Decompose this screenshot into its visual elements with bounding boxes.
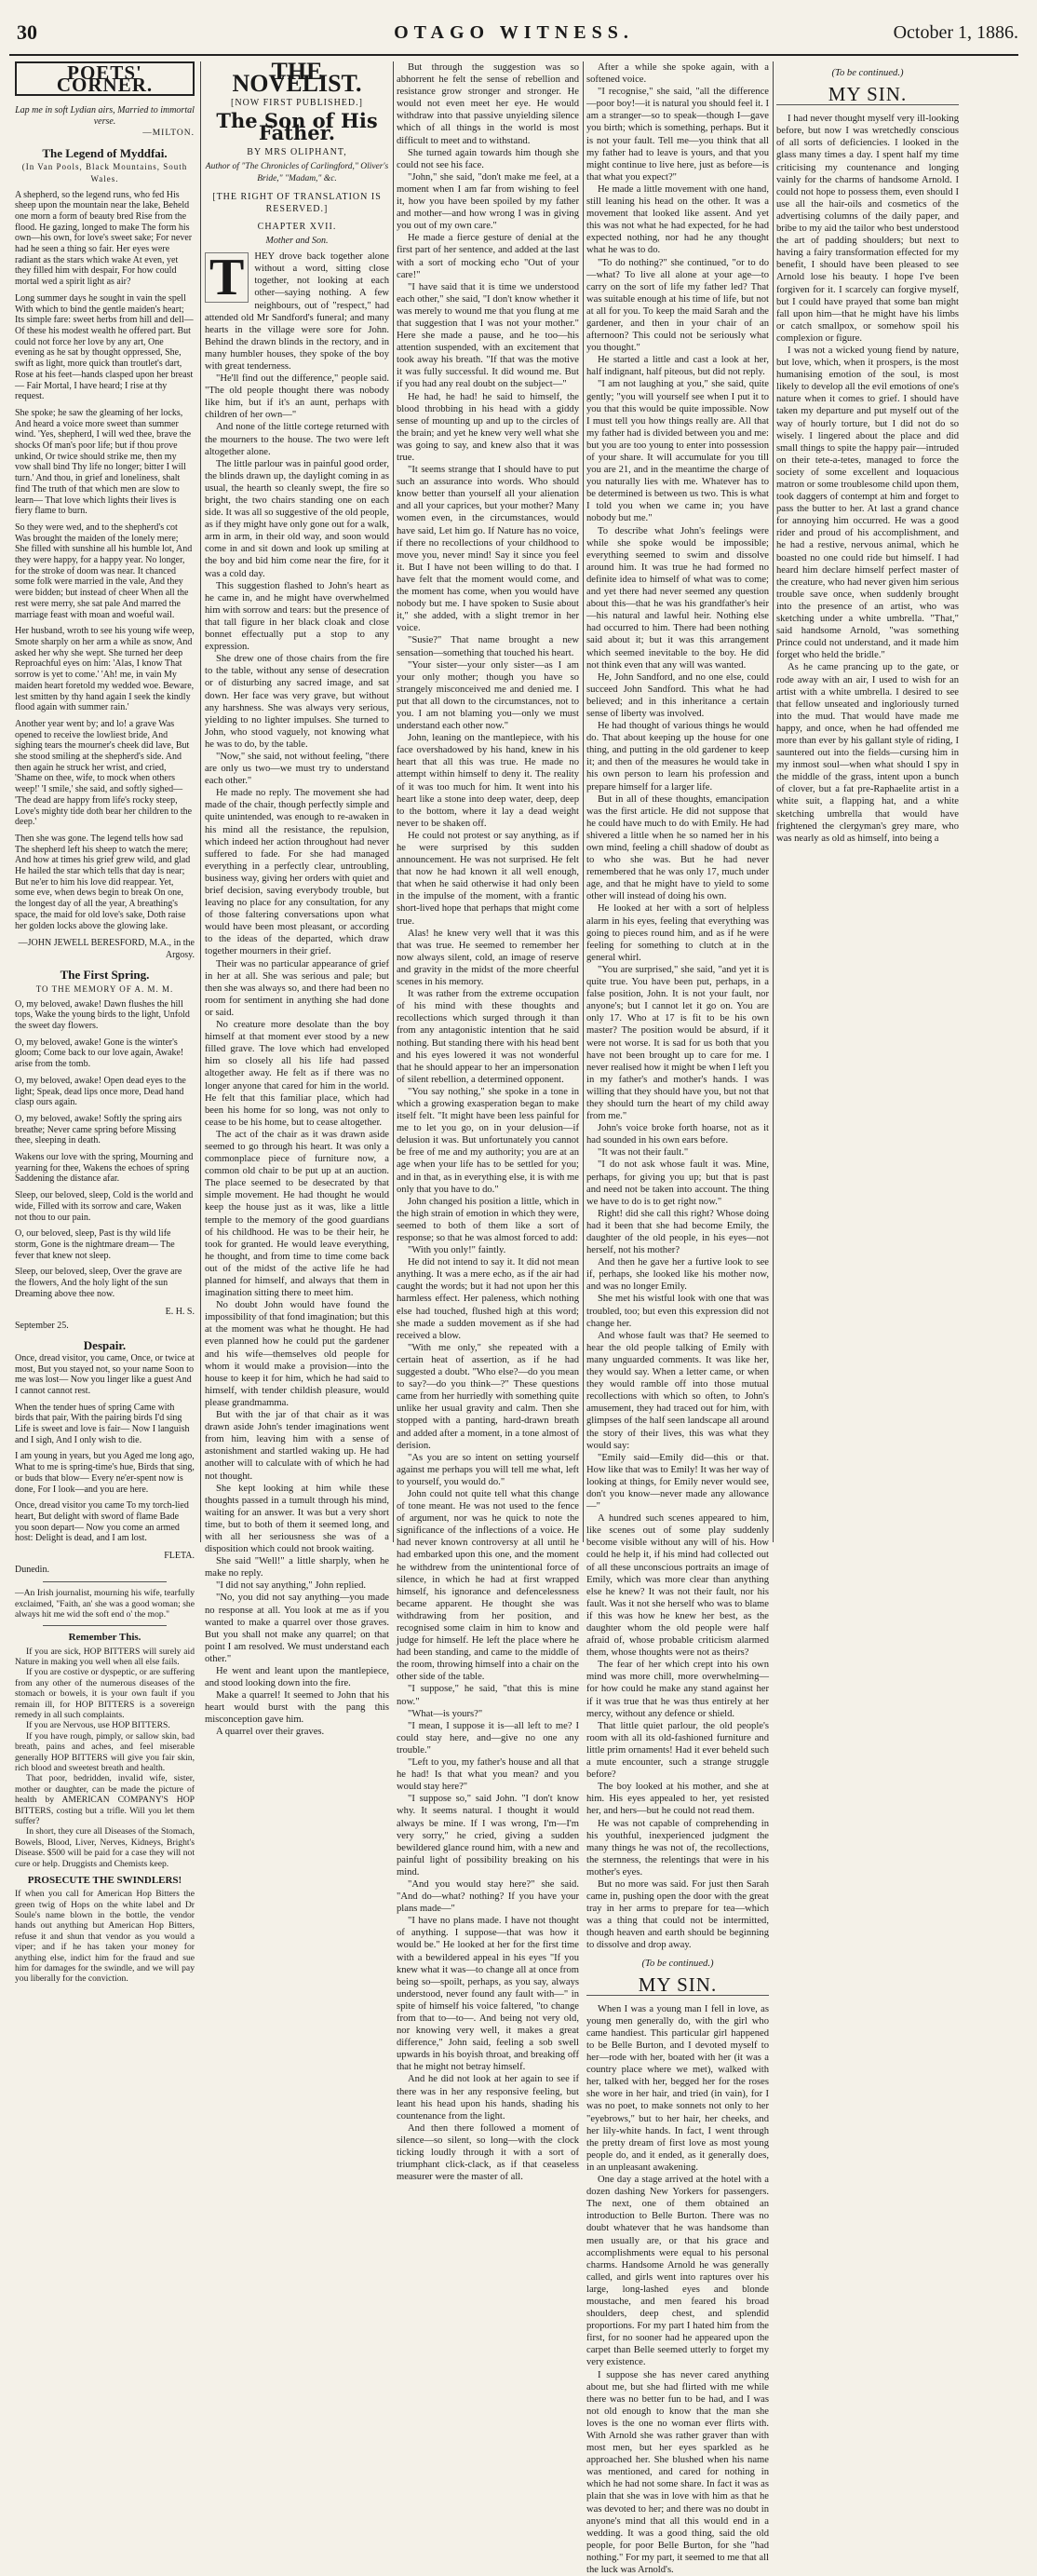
poem-subtitle: (In Van Pools, Black Mountains, South Wales. xyxy=(21,162,188,184)
story-paragraph: "And you would stay here?" she said. "And do—what? nothing? If you have your plans made—" xyxy=(397,1878,579,1915)
column-divider xyxy=(773,61,774,1542)
story-paragraph: And then there followed a moment of silence—so silent, so long—with the clock ticking loudly through it with a sort of triumphant click-clack, as if that ceaseless measurer were the master of all. xyxy=(397,2122,579,2183)
rights-notice: [THE RIGHT OF TRANSLATION IS RESERVED.] xyxy=(212,191,382,214)
newspaper-title: OTAGO WITNESS. xyxy=(394,22,634,43)
story-paragraph: "I suppose so," said John. "I don't know why. It seems natural. I thought it would always be mine. If I was wrong, I'm—I'm very sorry," he cried, giving a sudden bewildered glance round him, with a new and painful light of possibility breaking on his mind. xyxy=(397,1794,579,1878)
to-be-continued: (To be continued.) xyxy=(831,68,904,78)
story-paragraph: That little quiet parlour, the old people's room with all its old-fashioned furniture and little prim ornaments! Had it ever beheld such a mute encounter, such a strange struggle before? xyxy=(586,1720,769,1781)
stanza: Sleep, our beloved, sleep, Cold is the world and wide, Filled with its sorrow and care, Waken not thou to our pain. xyxy=(15,1190,194,1223)
stanza: Sleep, our beloved, sleep, Over the grave are the flowers, And the holy light of the sun Dreaming above thee now. xyxy=(15,1267,182,1299)
story-paragraph: He started a little and cast a look at her, half indignant, half piteous, but did not reply. xyxy=(586,355,769,378)
my-sin-heading: MY SIN. xyxy=(776,88,959,105)
column-divider xyxy=(583,61,584,1542)
story-paragraph: No doubt John would have found the impossibility of that fond imagination; but this at the moment was what he thought. He had even planned how he could put the gardener and his wife—themselves old people for whom it would make a provision—into the house to keep it for him, which he had said to himself, with tender childish pleasure, would please grandmamma. xyxy=(205,1300,389,1408)
story-paragraph: John could not quite tell what this change of tone meant. He was not used to the fence of argument, nor was he quick to note the significance of the inflections of a voice. He had never known controversy at all until he had embarked upon this one, and the moment he withdrew from the unintentional force of silence, in which he had at first wrapped himself, his ignorance and defencelessness became apparent. He thought she was withdrawing from her position, and recognised some claim in him to know and judge for himself. He left the place where he had been standing, and came to the middle of the room, throwing himself into a chair on the other side of the table. xyxy=(397,1488,579,1683)
novelist-continued xyxy=(586,61,769,2576)
story-paragraph: "John," she said, "don't make me feel, at a moment when I am far from wishing to feel it, how you have been spoiled by my father and mother—and how wrong I was in giving you out of my own care." xyxy=(397,171,579,232)
author-note: Author of "The Chronicles of Carlingford," Oliver's Bride," "Madam," &c. xyxy=(205,161,389,183)
story-paragraph: I suppose she has never cared anything about me, but she had flirted with me while there was no better fun to be had, and I was not old enough to know that the man she loves is the one no woman ever flirts with. With Arnold she was rather graver than with most men, but her eyes sparkled as he approached her. She blushed when his name was mentioned, and cared for nothing in which he had not some share. In fact it was as plain that she was in love with him as that he was devoted to her; and there was no doubt in anyone's mind that all this would end in a wedding. It was a good thing, said the old people, for poor Belle Burton, for she "had nothing." For my part, it seemed to me that all the luck was Arnold's. xyxy=(586,2369,769,2576)
story-paragraph: He had thought of various things he would do. That about keeping up the house for one thing, and putting in the old gardener to keep it; and then of the measures he would take in his own person to learn his profession and prepare himself for a larger life. xyxy=(586,721,769,793)
poem-title: The First Spring. xyxy=(60,968,150,983)
ad-paragraph: If you are costive or dyspeptic, or are suffering from any other of the numerous diseases of the stomach or bowels, it is your own fault if you remain ill, for HOP BITTERS is a sovereign remedy in all such complaints. xyxy=(15,1667,195,1720)
story-paragraph: After a while she spoke again, with a softened voice. xyxy=(586,62,769,86)
ad-footer: If when you call for American Hop Bitters the green twig of Hops on the white label and Dr Soule's name blown in the bottle, the vendor hands out anything but American Hop Bitters, refuse it and shun that vendor as you would a viper; and if he has taken your money for anything else, indict him for the fraud and sue him for damages for the swindle, and we will pay you liberally for the conviction. xyxy=(15,1889,195,1985)
story-text xyxy=(586,2003,769,2576)
advertisement xyxy=(15,1647,195,1870)
ad-paragraph: If you are Nervous, use HOP BITTERS. xyxy=(26,1720,170,1731)
divider xyxy=(43,1625,167,1626)
story-paragraph: And none of the little cortege returned with the mourners to the house. The two were left altogether alone. xyxy=(205,422,389,457)
ad-paragraph: If you have rough, pimply, or sallow skin, bad breath, pains and aches, and feel miserable generally HOP BITTERS will give you fair skin, rich blood and sweetest breath and health. xyxy=(15,1730,195,1774)
story-paragraph: I was not a wicked young fiend by nature, but love, which, when it prospers, is the most humanising emotion of the soul, is most likely to develop all the evil emotions of one's nature when it comes to grief. I should have taken my departure and put myself out of the way of hourly torture, but I did not do so wisely. I lingered about the place and did small things to spite the happy pair—intruded on their tete-a-tetes, managed to force the society of some excellent and loquacious matron or some troublesome child upon them, took daggers of contempt at him and forget to pass the butter to her. At last a grand chance for annoying him occurred. He was a good rider and proud of his accomplishment, and he had a restive, nervous animal, which he boasted no one could ride but himself. I had heard him declare himself perfect master of the creature, who had never given him serious trouble save once, when suddenly brought into the presence of an artist, who was sketching under a white umbrella. "That," said handsome Arnold, "was something Prince could not understand, and it made him forget who held the bridle." xyxy=(776,345,959,661)
story-paragraph: "It seems strange that I should have to put such an assurance into words. Who should know better than yourself all your alienation and all your caprices, but your mother? Many women even, in the circumstances, would have said, Let him go. If Nature has no voice, if there no recollections of your childhood to move you, never mind! Say it since you feel it. But I have not been willing to do that. I have felt that the moment would come, and the moment has come, when you would have nobody but me. I have spoken to Susie about it," she added, with a slight tremor in her voice. xyxy=(397,465,579,634)
stanza: She spoke; he saw the gleaming of her locks, And heard a voice more sweet than summer wind. 'Yes, shepherd, I will wed thee, brave the shocks Of man's poor life; but if thou prove unkind, Or twice should strike me, then my vow shall bind Thy life no longer; bitter I will turn.' And thou, in grief and loneliness, shalt find The truth of that which men are slow to learn— That love which lights their lives is fiery flame to burn. xyxy=(15,407,192,517)
poem-body xyxy=(15,999,195,1300)
story-paragraph: "Left to you, my father's house and all that he had! Is that what you mean? and you would stay here?" xyxy=(397,1757,579,1793)
poem-signature: E. H. S. xyxy=(165,1306,195,1317)
stanza: When the tender hues of spring Came with birds that pair, With the pairing birds I'd sing Life is sweet and love is fair— Now I languish and I sigh, And I only wish to die. xyxy=(15,1402,190,1445)
story-paragraph: "I mean, I suppose it is—all left to me? I could stay here, and—give no one any trouble." xyxy=(397,1720,579,1756)
story-paragraph: It was rather from the extreme occupation of his mind with these thoughts and recollections which surged through it than from any antagonistic intention that he said nothing. But standing there with his head bent and his eyes lowered it was not wonderful that he should appear to her an impersonation of silent rebellion, a determined opponent. xyxy=(397,989,579,1085)
story-paragraph: "With me only," she repeated with a certain heat of assertion, as if he had suggested a doubt. "Who else?—do you mean to say?—do you think—?" These questions came from her hurriedly with something quite unlike her usual gravity and calm. Then she stopped with a panting, hard-drawn breath and added after a moment, in a tone almost of derision. xyxy=(397,1342,579,1451)
story-paragraph: "I am not laughing at you," she said, quite gently; "you will yourself see when I put it to you that this would be quite impossible. Now I must tell you how things really are. All that my father had is divided between you and me: but you are too young to enter into possession of your share. It will accumulate for you till you are 21, and in the meantime the charge of you naturally lies with me. Whatever has to be determined is between us two. This is what I told you when we came in; you have nobody but me." xyxy=(586,379,769,524)
story-paragraph: "I suppose," he said, "that this is mine now." xyxy=(397,1684,579,1707)
poem-title: Despair. xyxy=(83,1337,127,1352)
overflow-column xyxy=(776,61,959,1542)
story-paragraph: He looked at her with a sort of helpless alarm in his eyes, feeling that everything was going to pieces round him, and as if he were feeling for something to clutch at in the general whirl. xyxy=(586,903,769,963)
story-paragraph: "Now," she said, not without feeling, "there are only us two—we must try to understand each other." xyxy=(205,751,389,787)
story-paragraph: The little parlour was in painful good order, the blinds drawn up, the daylight coming in as usual, the hearth so cleanly swept, the fire so bright, the two chairs standing one on each side. It was all so suggestive of the old people, as if they might have only gone out for a walk, arm in arm, in their old way, and soon would come in and sit down and look up smiling at the boy and bid him come near the fire, for it was a cold day. xyxy=(205,458,389,579)
story-text xyxy=(205,251,389,1738)
stanza: O, my beloved, awake! Gone is the winter's gloom; Come back to our love again, Awake! arise from the tomb. xyxy=(15,1037,184,1070)
story-paragraph: He was not capable of comprehending in his youthful, inexperienced judgment the many things he was not of, the recollections, the sternness, the relentings that were in his mother's eyes. xyxy=(586,1818,769,1878)
story-paragraph: She drew one of those chairs from the fire to the table, without any sense of desecration or of disturbing any sacred image, and sat down. Her face was very grave, but without any harshness. She was always very serious, yielding to no lighter impulses. She turned to John, who stood vaguely, not knowing what he was to do, by the table. xyxy=(205,654,389,750)
story-paragraph: "I have no plans made. I have not thought of anything. I suppose—that was how it would be." He looked at her for the first time with a bewildered appeal in his eyes "If you knew what it was—to change all at once from being so—spoilt, perhaps, as you say, always understood, never found any fault with—" in spite of himself his voice faltered, "to change from that to—to—. And being not very old, nor knowing very well, it makes a great difference," John said, feeling a sob swell upwards in his boyish throat, and breaking off that he might not betray himself. xyxy=(397,1916,579,2073)
story-paragraph: "With you only!" faintly. xyxy=(408,1245,506,1256)
stanza: Once, dread visitor, you came, Once, or twice at most, But you stayed not, so your name Soon to me was lost— Now you linger like a guest And I cannot cannot rest. xyxy=(15,1352,195,1396)
story-paragraph: "Susie?" That name brought a new sensation—something that touched his heart. xyxy=(397,635,579,658)
story-paragraph: But in all of these thoughts, emancipation was the first article. He did not suppose that he could have much to do with Emily. He had shivered a little when he so named her in his own mind, feeling a chill shadow of doubt as to who she was. But he had never remembered that he was only 17, much under age, and that he might have to yield to some other will instead of doing his own. xyxy=(586,793,769,902)
story-paragraph: And then he gave her a furtive look to see if, perhaps, she looked like his mother now, and was no longer Emily. xyxy=(586,1257,769,1293)
story-paragraph: Alas! he knew very well that it was this that was true. He seemed to remember her now always silent, cold, an image of reserve and gravity in the midst of the more cheerful scenes in his memory. xyxy=(397,928,579,988)
story-paragraph: But through the suggestion was so abhorrent he felt the sense of rebellion and resistance grow stronger and stronger. He would not even meet her eye. He would withdraw into that passive unyielding silence which of all things in the world is most difficult to meet and to withstand. xyxy=(397,62,579,146)
stanza: Once, dread visitor you came To my torch-lied heart, But delight with sword of flame Bade you soon depart— Now you come an armed host: Delight is dead, and I am lost. xyxy=(15,1500,189,1544)
anecdote: —An Irish journalist, mourning his wife, tearfully exclaimed, "Faith, an' she was a good woman; she always hit me wid the soft end o' the mop." xyxy=(15,1588,195,1620)
motto-attribution: —MILTON. xyxy=(142,129,195,139)
story-paragraph: "I did not say anything," John replied. xyxy=(216,1580,367,1592)
story-paragraph: "I do not ask whose fault it was. Mine, perhaps, for giving you up; but that is past and need not be taken into account. The thing we have to do is to get right now." xyxy=(586,1159,769,1207)
story-paragraph: He, John Sandford, and no one else, could succeed John Sandford. This what he had believed; and in this inheritance a certain sense of liberty was involved. xyxy=(586,671,769,719)
column-divider xyxy=(393,61,394,1542)
my-sin-heading: MY SIN. xyxy=(586,1979,769,1996)
stanza: O, my beloved, awake! Softly the spring airs breathe; Never came spring before Missing thee, sleeping in death. xyxy=(15,1113,182,1146)
stanza: O, my beloved, awake! Open dead eyes to the light; Speak, dead lips once more, Dead hand clasp ours again. xyxy=(15,1075,186,1108)
poets-corner-column xyxy=(15,61,195,1985)
story-paragraph: "As you are so intent on setting yourself against me perhaps you will tell me what, left to yourself, you would do." xyxy=(397,1452,579,1487)
story-paragraph: To describe what John's feelings were while she spoke would be impossible; everything seemed to swim and dissolve around him. It was true he had formed no definite idea to himself of what was to come; and yet there had never seemed any question about this—that he was his grandfather's heir—his natural and lawful heir. Nothing else had occurred to him. There had been nothing said about it; but it was this arrangement which seemed inevitable to the boy. He did not think even that any will was wanted. xyxy=(586,525,769,671)
poem-title: The Legend of Myddfai. xyxy=(42,146,168,161)
story-paragraph: She said "Well!" a little sharply, when he make no reply. xyxy=(205,1556,389,1579)
chapter-number: CHAPTER XVII. xyxy=(257,221,337,232)
ad-paragraph: That poor, bedridden, invalid wife, sister, mother or daughter, can be made the picture of health by AMERICAN COMPANY'S HOP BITTERS, costing but a trifle. Will you let them suffer? xyxy=(15,1773,195,1827)
story-paragraph: John changed his position a little, which in the high strain of emotion in which they were, seemed to both of them like a sort of response; so that he was almost forced to add: xyxy=(397,1196,579,1243)
story-paragraph: "You are surprised," she said, "and yet it is quite true. You have been put, perhaps, in a false position, John. It is not your fault, nor anyone's; but I cannot let it go on. You are only 17. Who at 17 is fit to be his own master? The position would be absurd, if it were not worse. It is sad for us both that you have not been brought up to care for me. I never realised how it might be when I left you in my father's and mother's hands. I was willing that they should have you, but not that they should turn the heart of my child away from me." xyxy=(586,964,769,1122)
stanza: Then she was gone. The legend tells how sad The shepherd left his sheep to watch the mere; And how at times his grief grew wild, and glad He hailed the star which tells that day is near; But ne'er to him his love did reappear. Yet, some eve, when dews begin to break On one, the longest day of all the year, A breathing's space, the maid for old love's sake, Doth raise her golden locks above the glowing lake. xyxy=(15,833,191,931)
novelist-column xyxy=(205,58,389,1738)
drop-cap: T xyxy=(205,252,249,303)
story-paragraph: "No, you did not say anything—you made no response at all. You look at me as if you wanted to make a quarrel over those graves. But you shall not make any quarrel; on that point I am resolved. We must understand each other." xyxy=(205,1593,389,1664)
story-paragraph: "Emily said—Emily did—this or that. How like that was to Emily! It was her way of looking at things, for Emily never would see, don't you know—never made any allowance—" xyxy=(586,1452,769,1512)
publication-notice: [NOW FIRST PUBLISHED.] xyxy=(231,98,363,109)
motto: Lap me in soft Lydian airs, Married to immortal verse. xyxy=(15,105,195,128)
story-paragraph: "It was not their fault." xyxy=(598,1147,689,1159)
author-byline: BY MRS OLIPHANT, xyxy=(247,147,347,158)
story-paragraph: He could not protest or say anything, as if he were surprised by this sudden announcement. He was not surprised. He felt that now he had known it all well enough, that when he said otherwise it had only been in the impulse of the moment, with a frantic short-lived hope that perhaps that might come true. xyxy=(397,830,579,927)
poem-place: Dunedin. xyxy=(15,1565,49,1576)
poem-signature: FLETA. xyxy=(164,1551,195,1562)
poem-body xyxy=(15,1353,195,1544)
stanza: Wakens our love with the spring, Mourning and yearning for thee, Wakens the echoes of spring Saddening the distance afar. xyxy=(15,1152,194,1185)
story-paragraph: John's voice broke forth hoarse, not as it had sounded in his own ears before. xyxy=(586,1123,769,1146)
story-paragraph: He made no reply. The movement she had made of the chair, though perfectly simple and quite unintended, was enough to re-awaken in his mind all the resistance, the repulsion, which indeed her action throughout had never suffered to fade. For she had managed everything in a perfectly clear, untroubling, business way, giving her orders with quiet and brief decision, saving everybody trouble, but leaving no place for any consultation, for any of those faltering conversations upon what would have been most pleasant, or according to the ideas of the departed, which draw together mourners in their grief. xyxy=(205,788,389,957)
chapter-title: Mother and Son. xyxy=(265,236,329,247)
story-paragraph: "To do nothing?" she continued, "or to do—what? To live all alone at your age—to carry on the sort of life my father led? That was suitable enough at his time of life, but not at all for you. To keep the maid Sarah and the gardener, and then in your chair of an afternoon? This could not be seriously what you thought." xyxy=(586,257,769,354)
ad-title: Remember This. xyxy=(68,1632,141,1644)
story-paragraph: The act of the chair as it was drawn aside seemed to go through his heart. It was only a commonplace piece of furniture now, a common old chair to be put up at an auction. The place seemed to be desecrated by that simple movement. He had thought he would keep the house just as it was, like a little temple to the memory of the good guardians of his childhood. He was to be their heir, he took for granted. He would leave everything, he thought, and from time to time come back out of the midst of the active life he had planned for himself, and always that them in imagination sitting there to meet him. xyxy=(205,1129,389,1299)
story-paragraph: He went and leant upon the mantlepiece, and stood looking down into the fire. xyxy=(205,1666,389,1689)
poem-signature: —JOHN JEWELL BERESFORD, M.A., in the Argosy. xyxy=(18,938,195,961)
story-paragraph: "I have said that it is time we understood each other," she said, "I don't know whether it was merely to wound me that you flung at me that suggestion that I was not your mother." Here she made a pause, and he too—his attention suspended, with an excitement that took away his breath. "If that was the motive it was fully successful. It did wound me. But if you had any real doubt on the subject—" xyxy=(397,281,579,390)
story-paragraph: When I was a young man I fell in love, as young men generally do, with the girl who came handiest. This particular girl happened to be Belle Burton, and I devoted myself to her—rode with her, boated with her (it was a country place where we met), walked with her, talked with her, begged her for the roses she wore in her hair, and tried (in vain), for I was no poet, to make sonnets not only to her "eyebrows," but to her hair, her cheeks, and her lily-white hands. In fact, I went through the pretty dream of first love as most young people do, and it ended, as it generally does, in an unpleasant awakening. xyxy=(586,2003,769,2173)
story-paragraph: But with the jar of that chair as it was drawn aside John's tender imaginations went from him, leaving him with a sense of astonishment and startled waking up. He had another will to calculate with of which he had not thought. xyxy=(205,1410,389,1482)
story-paragraph: He made a fierce gesture of denial at the first part of her sentence, and added at the last with a sort of mocking echo "Out of your care!" xyxy=(397,233,579,280)
poem-body xyxy=(15,190,195,932)
story-paragraph: She turned again towards him though she could not see his face. xyxy=(397,147,579,170)
story-paragraph: A hundred such scenes appeared to him, like scenes out of some play suddenly become visible without any will of his. How could he help it, if his mind had collected out of all these unconscious portraits an image of Emily, which was more clear than anything else he knew? It was not their fault, nor his fault. Was it not she herself who was to blame if this was how he knew her best, as the daughter whom the old people were half afraid of, whose probable criticism alarmed them, whose thoughts were not as theirs? xyxy=(586,1513,769,1659)
ad-footer-title: PROSECUTE THE SWINDLERS! xyxy=(27,1875,182,1887)
story-paragraph: "I recognise," she said, "all the difference—poor boy!—it is natural you should feel it. I am a stranger—so to speak—though I—gave you birth; which is something, perhaps. But it is not your fault. Tell me—you think that all my father had to leave is yours, and that you might continue to live here, just as before—is that what you expect?" xyxy=(586,87,769,183)
stanza: Long summer days he sought in vain the spell With which to bind the gentle maiden's heart; Its simple fare: sweet herbs from hill and dell— Of these his modest wealth he offered part. But could not force her love by any art, One evening as he sat by thought oppressed, She, swift as light, more quick than troutlet's dart, Rose at his feet—hands clasped upon her breast— Fair Mortal, I have heard; I rise at thy request. xyxy=(15,292,194,402)
story-paragraph: But no more was said. For just then Sarah came in, pushing open the door with the great tray in her arms to prepare for tea—which was a thing that could not be intermitted, though heaven and earth should be beginning to dissolve and drop away. xyxy=(586,1878,769,1951)
story-paragraph: Right! did she call this right? Whose doing had it been that she had become Emily, the daughter of the old people, in his eyes—not herself, not his mother? xyxy=(586,1208,769,1256)
stanza: So they were wed, and to the shepherd's cot Was brought the maiden of the lonely mere; She filled with sunshine all his humble lot, And they were happy, for a happy year. No longer, for the stroke of doom was near. It chanced some folk were married in the vale, And they were bidden; but instead of cheer When all the rest were merry, she sat pale And marred the marriage feast with moan and woeful wail. xyxy=(15,522,193,620)
novelist-continued xyxy=(397,61,579,2183)
story-paragraph: And he did not look at her again to see if there was in her any responsive feeling, but leant his head upon his hands, shading his countenance from the light. xyxy=(397,2074,579,2122)
novelist-heading: THE NOVELIST. xyxy=(232,58,362,98)
story-title: The Son of His Father. xyxy=(216,109,378,145)
poets-corner-heading: POETS' CORNER. xyxy=(15,61,195,96)
stanza: A shepherd, so the legend runs, who fed His sheep upon the mountain near the lake, Beheld one morn a form of beauty bred Rise from the flood. He gazing, longed to make The form his own—his own, for love's sweet sake; For never had he seen a thing so fair. Her eyes were radiant as the stars which wake At even, yet they filled him with despair, For how could mortal wed a spirit light as air? xyxy=(15,189,193,288)
story-paragraph: The boy looked at his mother, and she at him. His eyes appealed to her, yet resisted her, and hers—but he could not read them. xyxy=(586,1782,769,1817)
story-paragraph: She kept looking at him while these thoughts passed in a tumult through his mind, waiting for an answer. It was but a very short time, but to both of them it seemed long, and with all her seriousness she was of a disposition which could not brook waiting. xyxy=(205,1483,389,1555)
poem-subtitle: TO THE MEMORY OF A. M. M. xyxy=(35,983,174,994)
stanza: I am young in years, but you Aged me long ago, What to me is spring-time's hue, Birds that sing, or buds that blow— Every ne'er-spent now is done, For I look—and you are here. xyxy=(15,1451,195,1495)
story-paragraph: A quarrel over their graves. xyxy=(216,1727,325,1738)
story-paragraph: Their was no particular appearance of grief in her at all. She was serious and pale; but then she was always so, and there had been no room for sentiment in anything she had done or said. xyxy=(205,958,389,1018)
story-paragraph: I had never thought myself very ill-looking before, but now I was wretchedly conscious of all sorts of deficiencies. I looked in the glass many times a day. I spent half my time criticising my countenance and longing vainly for the charms of handsome Arnold. I could not hope to possess them, even should I use all the hair-oils and cosmetics of the advertising columns of the daily paper, and bribe to my aid the tailor who best understood the art of padding shoulders; but next to having a fairy transformation effected for my benefit, I should have been pleased to see Arnold lose his beauty. I hope I've been forgiven for it. I scarcely can forgive myself, but I could have prayed that some ban might fall upon him—that he might have his limbs or catch smallpox, or somehow spoil his complexion or figure. xyxy=(776,114,959,344)
story-paragraph: Make a quarrel! It seemed to John that his heart would burst with the pang this misconception gave him. xyxy=(205,1690,389,1726)
masthead-rule xyxy=(9,54,1018,56)
story-paragraph: And whose fault was that? He seemed to hear the old people talking of Emily with many unguarded comments. It was like her, they would say. When a letter came, or when they would ramble off into those mutual recollections with which so often, to John's amusement, they had traced out for him, with glimpses of the half seen landscape all around the story of their lives, this was what they would say: xyxy=(586,1330,769,1451)
story-paragraph: "You say nothing," she spoke in a tone in which a growing exasperation began to make itself felt. "It might have been less painful for me to let you go, on in your delusion—if delusion it was. But unfortunately you cannot be free of me and my authority; you are at an age when your life has to be settled for you; and in that, as in everything else, it is with me only that you have to do." xyxy=(397,1086,579,1195)
story-paragraph: "What—is yours?" xyxy=(408,1708,483,1719)
story-paragraph: "He'll find out the difference," people said. "The old people thought there was nobody like him, but if it's an aunt, perhaps with children of her own—" xyxy=(205,373,389,421)
poem-date: September 25. xyxy=(15,1320,69,1331)
stanza: O, my beloved, awake! Dawn flushes the hill tops, Wake the young birds to the light, Unfold the sweet day flowers. xyxy=(15,998,190,1032)
ad-paragraph: In short, they cure all Diseases of the Stomach, Bowels, Blood, Liver, Nerves, Kidneys, Bright's Disease. $500 will be paid for a case they will not cure or help. Druggists and Chemists keep. xyxy=(15,1826,195,1869)
story-paragraph: HEY drove back together alone without a word, sitting close together, not looking at each other—saying nothing. A few neighbours, out of "respect," had attended old Mr Sandford's funeral; and many hearts in the village were sore for John. Behind the drawn blinds in the rectory, and in many humbler houses, they spoke of the boy with great tenderness. xyxy=(205,251,389,372)
masthead xyxy=(9,20,1018,52)
story-paragraph: He had, he had! he said to himself, the blood throbbing in his head with a giddy sense of mounting up and up to the circles of the brain; and yet he knew very well what she was going to say, and knew also that it was true. xyxy=(397,391,579,463)
story-paragraph: The fear of her which crept into his own mind was more chill, more overwhelming—for how could he make any stand against her if it was true that he was thus entirely at her mercy, without any defence or shield. xyxy=(586,1660,769,1719)
story-paragraph: She met his wistful look with one that was troubled, too; but even this expression did not change her. xyxy=(586,1294,769,1329)
story-text xyxy=(586,61,769,1952)
stanza: Another year went by; and lo! a grave Was opened to receive the lowliest bride, And sighing tears the mourner's cheek did lave, But she stood smiling at the shepherd's side. And then again he struck her wrist, and cried, 'Shame on thee, wife, to mock when others weep!' 'I smile,' she said, and softly sighed— 'The dead are happy from life's rocky steep, Love's mighty tide doth bear her children to the deep.' xyxy=(15,718,193,828)
story-paragraph: One day a stage arrived at the hotel with a dozen dashing New Yorkers for passengers. The next, one of them obtained an introduction to Belle Burton. There was no doubt whatever that he was handsome than men usually are, or that his grace and accomplishments were equal to his personal charms. Handsome Arnold he was generally called, and girls went into raptures over his large, long-lashed eyes and blonde moustache, and men feared his broad shoulders, deep chest, and splendid proportions. For my part I hated him from the first, for no sooner had he appeared upon the carpet than Belle seemed utterly to forget my very existence. xyxy=(586,2175,769,2368)
stanza: O, our beloved, sleep, Past is thy wild life storm, Gone is the nightmare dream— The fever that knew not sleep. xyxy=(15,1228,175,1261)
story-paragraph: This suggestion flashed to John's heart as he came in, and he might have overwhelmed him with sorrow and tears: but the presence of that tall figure in her black cloak and close bonnet effectually put a stop to any expression. xyxy=(205,580,389,653)
divider xyxy=(43,1581,167,1582)
to-be-continued: (To be continued.) xyxy=(641,1958,714,1969)
story-paragraph: John, leaning on the mantlepiece, with his face overshadowed by his hand, knew in his heart that all this was true. He made no attempt within himself to deny it. The reality of it was too much for him. It went into his heart like a stone into deep water, deep, deep to the bottom, where it lay a dead weight never to be shaken off. xyxy=(397,733,579,829)
column-divider xyxy=(200,61,201,1542)
story-paragraph: He did not intend to say it. It did not mean anything. It was a mere echo, as if the air had caught the words; but it had not upon her this harmless effect. Her paleness, which nothing else had touched, flushed high at this word; she made a sudden movement as if she had received a blow. xyxy=(397,1257,579,1341)
story-paragraph: No creature more desolate than the boy himself at that moment ever stood by a new filled grave. The love which had enveloped him so closely all his life had passed altogether away. He felt as if there was no longer anyone that cared for him in the world. He felt that this familiar place, which had been his home for so long, was not only to cease to be his home, but to cease altogether. xyxy=(205,1020,389,1128)
ad-paragraph: If you are sick, HOP BITTERS will surely aid Nature in making you well when all else fails. xyxy=(15,1646,195,1667)
story-text xyxy=(397,61,579,2183)
stanza: Her husband, wroth to see his young wife weep, Smote sharply on her arm a while as snow, And asked her why she wept. She turned her deep Reproachful eyes on him: 'Alas, I know That sorrow is yet to come.' 'Ah! me, in vain My maiden heart foretold my wedded woe. Beware, lest smitten by thy hand again I seek the kindly flood again with summer rain.' xyxy=(15,626,195,713)
story-paragraph: As he came prancing up to the gate, or rode away with an air, I used to wish for an artist with a white umbrella. I desired to see that fellow unseated and ingloriously turned into the mud. That would have made me happy, and once, when he had offended me more than ever by his gallant style of riding, I sauntered out into the fields—cursing him in my inmost soul—when what should I spy in the middle of the grass, intent upon a bunch of clover, but a fat pre-Raphaelite artist in a white suit, a flapping hat, and a white sketching umbrella that would have frightened the clergyman's grey mare, who was nearly as old as himself, into being a xyxy=(776,662,959,844)
page-number: 30 xyxy=(17,20,37,44)
story-paragraph: "Your sister—your only sister—as I am your only mother; though you have so strangely misconceived me and denied me. I put that all down to the circumstances, not to you. I am not blaming you—only we must understand each other now." xyxy=(397,659,579,732)
story-paragraph: He made a little movement with one hand, still leaning his head on the other. It was a movement that looked like assent. And yet this was not what he had expected, for he had expected nothing, nor had he any thought what he was to do. xyxy=(586,183,769,256)
story-text xyxy=(776,67,959,845)
issue-date: October 1, 1886. xyxy=(893,22,1018,43)
